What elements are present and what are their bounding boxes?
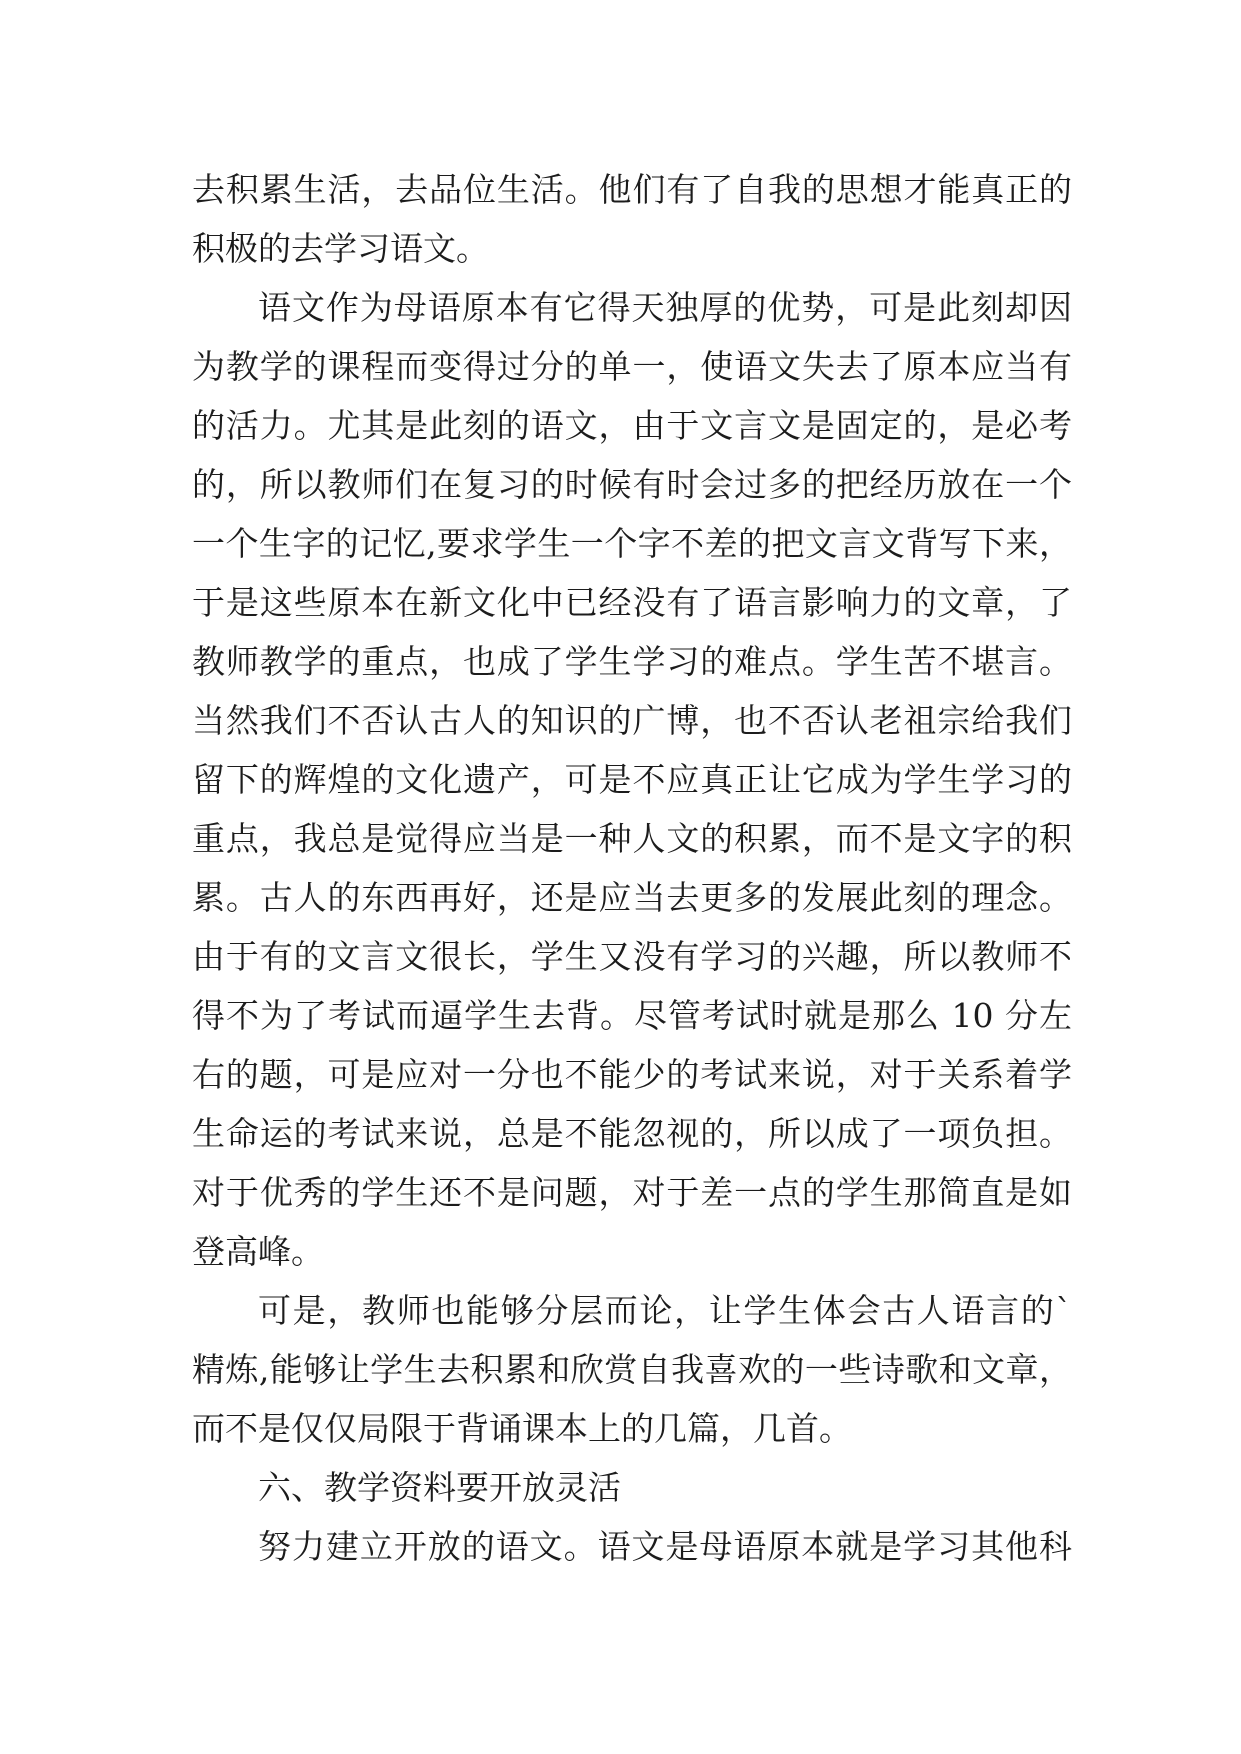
text-line: 教师教学的重点，也成了学生学习的难点。学生苦不堪言。: [192, 642, 1072, 681]
text-line: 右的题，可是应对一分也不能少的考试来说，对于关系着学: [192, 1055, 1072, 1094]
text-line: 生命运的考试来说，总是不能忽视的，所以成了一项负担。: [192, 1114, 1072, 1153]
text-line: 一个生字的记忆,要求学生一个字不差的把文言文背写下来，: [192, 524, 1072, 563]
text-line: 而不是仅仅局限于背诵课本上的几篇，几首。: [192, 1409, 852, 1448]
paragraph-start-line: 努力建立开放的语文。语文是母语原本就是学习其他科: [258, 1527, 1072, 1566]
text-line: 得不为了考试而逼学生去背。尽管考试时就是那么 10 分左: [192, 996, 1072, 1035]
paragraph-start-line: 语文作为母语原本有它得天独厚的优势，可是此刻却因: [258, 288, 1072, 327]
text-line: 的，所以教师们在复习的时候有时会过多的把经历放在一个: [192, 465, 1072, 504]
text-line: 累。古人的东西再好，还是应当去更多的发展此刻的理念。: [192, 878, 1072, 917]
text-line: 的活力。尤其是此刻的语文，由于文言文是固定的，是必考: [192, 406, 1072, 445]
text-line: 由于有的文言文很长，学生又没有学习的兴趣，所以教师不: [192, 937, 1072, 976]
text-line: 为教学的课程而变得过分的单一，使语文失去了原本应当有: [192, 347, 1072, 386]
body-text: [192, 160, 1072, 1576]
text-line: 去积累生活，去品位生活。他们有了自我的思想才能真正的: [192, 170, 1072, 209]
text-line: 登高峰。: [192, 1232, 324, 1271]
text-line: 重点，我总是觉得应当是一种人文的积累，而不是文字的积: [192, 819, 1072, 858]
text-line: 留下的辉煌的文化遗产，可是不应真正让它成为学生学习的: [192, 760, 1072, 799]
text-line: 精炼,能够让学生去积累和欣赏自我喜欢的一些诗歌和文章，: [192, 1350, 1072, 1389]
section-heading: 六、教学资料要开放灵活: [258, 1468, 621, 1507]
text-line: 对于优秀的学生还不是问题，对于差一点的学生那简直是如: [192, 1173, 1072, 1212]
paragraph-start-line: 可是，教师也能够分层而论，让学生体会古人语言的`: [258, 1291, 1072, 1330]
text-line: 于是这些原本在新文化中已经没有了语言影响力的文章，了: [192, 583, 1072, 622]
text-line: 积极的去学习语文。: [192, 229, 489, 268]
text-line: 当然我们不否认古人的知识的广博，也不否认老祖宗给我们: [192, 701, 1072, 740]
